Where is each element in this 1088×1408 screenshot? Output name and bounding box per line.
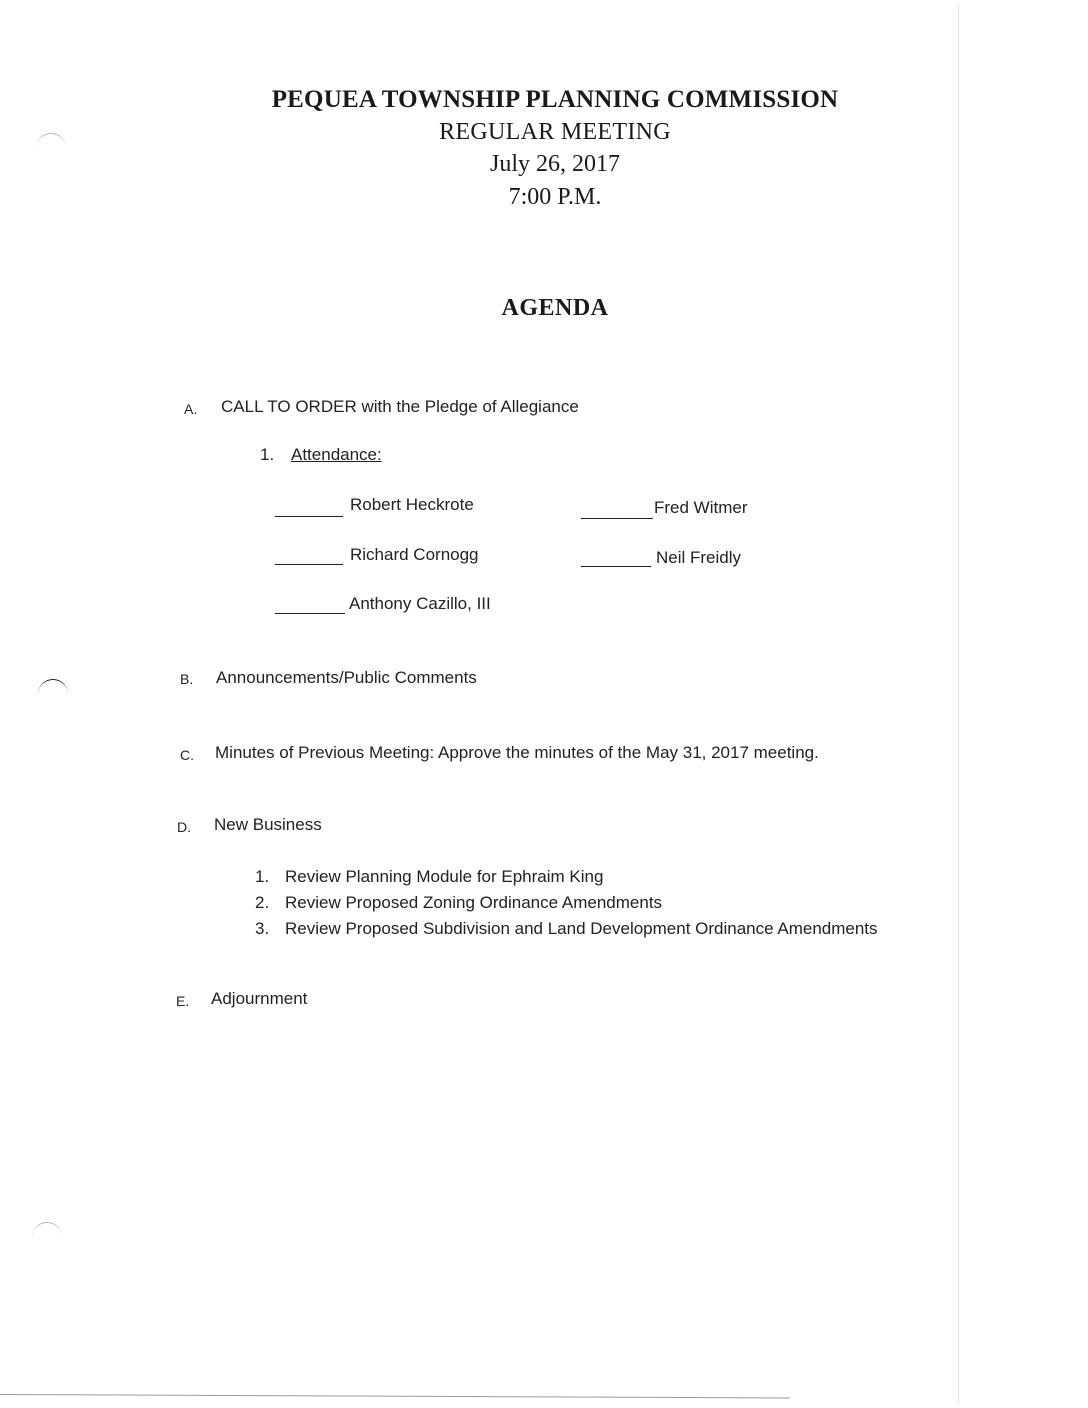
section-d-title: New Business	[214, 815, 322, 834]
attendee-name: Richard Cornogg	[350, 545, 479, 564]
new-business-item: Review Planning Module for Ephraim King	[285, 867, 604, 886]
attendee-name: Anthony Cazillo, III	[349, 594, 491, 613]
page-bottom-edge	[0, 1394, 790, 1398]
new-business-item: Review Proposed Subdivision and Land Development Ordinance Amendments	[285, 919, 878, 938]
new-business-item-number: 2.	[255, 893, 270, 912]
attendee-name: Fred Witmer	[654, 498, 748, 517]
section-c-letter: C.	[180, 747, 194, 763]
section-a-letter: A.	[184, 401, 198, 417]
section-b-title: Announcements/Public Comments	[216, 668, 477, 687]
section-c-title: Minutes of Previous Meeting: Approve the minutes of the May 31, 2017 meeting.	[215, 743, 819, 762]
section-a-title: CALL TO ORDER with the Pledge of Allegiance	[221, 397, 579, 416]
attendance-blank-witmer[interactable]	[581, 518, 653, 519]
punch-hole-mark-middle	[38, 679, 68, 694]
attendee-name: Robert Heckrote	[350, 495, 474, 514]
agenda-heading: AGENDA	[501, 295, 609, 321]
section-b-letter: B.	[180, 671, 194, 687]
organization-title: PEQUEA TOWNSHIP PLANNING COMMISSION	[271, 86, 839, 113]
attendance-label: Attendance:	[291, 445, 382, 464]
meeting-date: July 26, 2017	[489, 151, 620, 177]
new-business-item-number: 3.	[255, 919, 270, 938]
attendance-blank-cazillo[interactable]	[275, 613, 345, 614]
new-business-item-number: 1.	[255, 867, 270, 886]
section-e-title: Adjournment	[211, 989, 308, 1008]
meeting-time: 7:00 P.M.	[508, 184, 602, 210]
section-d-letter: D.	[177, 819, 191, 835]
section-e-letter: E.	[176, 993, 190, 1009]
meeting-type: REGULAR MEETING	[439, 119, 671, 145]
attendance-blank-heckrote[interactable]	[275, 516, 343, 517]
attendee-name: Neil Freidly	[656, 548, 742, 567]
page-edge-line	[958, 4, 959, 1404]
punch-hole-mark-bottom	[32, 1222, 62, 1237]
new-business-item: Review Proposed Zoning Ordinance Amendments	[285, 893, 663, 912]
attendance-blank-cornogg[interactable]	[275, 564, 343, 565]
attendance-number: 1.	[260, 445, 275, 464]
attendance-blank-freidly[interactable]	[581, 566, 651, 567]
